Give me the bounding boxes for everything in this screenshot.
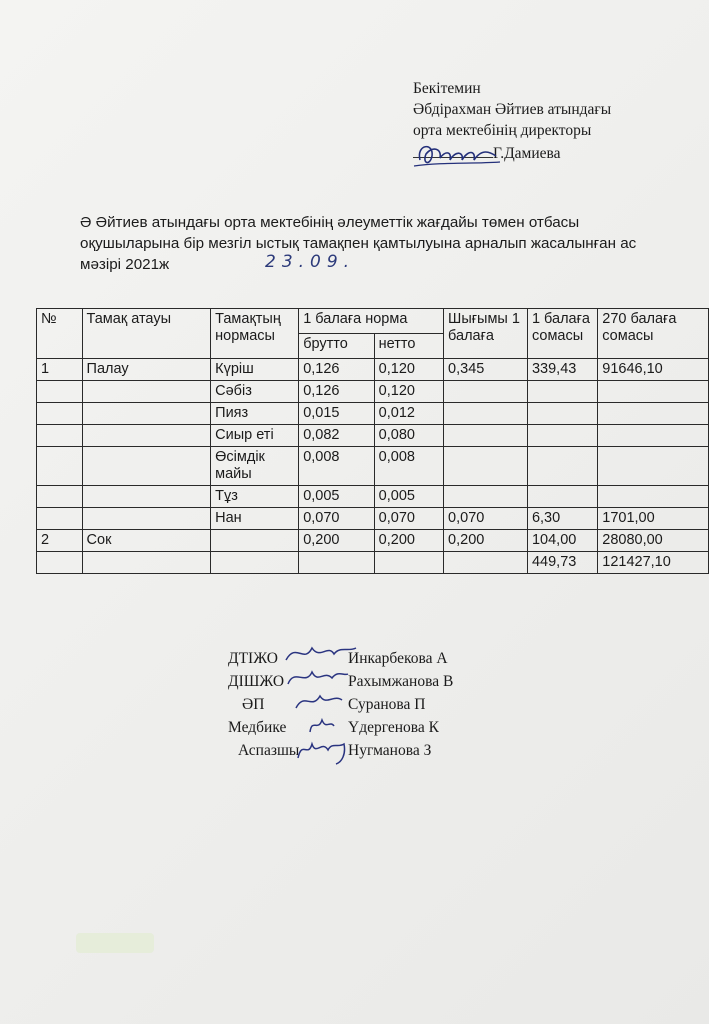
heading-line-1: Ә Әйтиев атындағы орта мектебінің әлеуметтік жағдайы төмен отбасы bbox=[80, 214, 580, 231]
table-cell-expense bbox=[444, 552, 528, 574]
table-row bbox=[37, 381, 709, 403]
signature-name: Суранова П bbox=[348, 696, 426, 713]
table-body bbox=[37, 359, 709, 574]
director-name: Г.Дамиева bbox=[493, 145, 561, 162]
table-cell-sum1 bbox=[527, 486, 597, 508]
header-per-child-norm: 1 балаға норма bbox=[299, 309, 444, 334]
table-row bbox=[37, 530, 709, 552]
signature-role: ӘП bbox=[242, 696, 265, 713]
header-netto: нетто bbox=[374, 334, 443, 359]
table-cell-expense bbox=[444, 486, 528, 508]
handwritten-date: 23.09. bbox=[265, 252, 356, 272]
header-dish: Тамақ атауы bbox=[82, 309, 211, 359]
table-cell-sum270 bbox=[598, 381, 709, 403]
table-cell-sum270: 1701,00 bbox=[598, 508, 709, 530]
table-cell-sum1: 339,43 bbox=[527, 359, 597, 381]
table-cell-sum1 bbox=[527, 425, 597, 447]
table-cell-expense: 0,345 bbox=[444, 359, 528, 381]
table-cell-no bbox=[37, 552, 83, 574]
signature-role: ДІШЖО bbox=[228, 673, 285, 690]
table-cell-no: 2 bbox=[37, 530, 83, 552]
document-heading bbox=[80, 212, 670, 275]
table-cell-expense: 0,070 bbox=[444, 508, 528, 530]
table-cell-expense bbox=[444, 381, 528, 403]
table-cell-no bbox=[37, 486, 83, 508]
signatures-block bbox=[228, 647, 453, 762]
table-cell-netto: 0,080 bbox=[374, 425, 443, 447]
table-cell-expense: 0,200 bbox=[444, 530, 528, 552]
table-cell-dish bbox=[82, 447, 211, 486]
table-cell-no bbox=[37, 447, 83, 486]
table-cell-item: Тұз bbox=[211, 486, 299, 508]
table-cell-brutto: 0,126 bbox=[299, 359, 374, 381]
table-cell-expense bbox=[444, 403, 528, 425]
faint-stamp bbox=[76, 933, 154, 953]
table-cell-sum1: 449,73 bbox=[527, 552, 597, 574]
header-norm: Тамақтың нормасы bbox=[211, 309, 299, 359]
table-cell-dish: Палау bbox=[82, 359, 211, 381]
signature-name: Нугманова З bbox=[348, 742, 432, 759]
menu-table bbox=[36, 308, 709, 574]
table-cell-sum1 bbox=[527, 447, 597, 486]
table-cell-sum270: 121427,10 bbox=[598, 552, 709, 574]
signature-name: Рахымжанова В bbox=[348, 673, 454, 690]
table-cell-netto: 0,200 bbox=[374, 530, 443, 552]
table-cell-item bbox=[211, 530, 299, 552]
table-cell-netto: 0,070 bbox=[374, 508, 443, 530]
table-cell-netto: 0,120 bbox=[374, 359, 443, 381]
table-row bbox=[37, 425, 709, 447]
table-cell-dish: Сок bbox=[82, 530, 211, 552]
table-cell-expense bbox=[444, 447, 528, 486]
header-total-sum: 270 балаға сомасы bbox=[598, 309, 709, 359]
table-cell-brutto: 0,082 bbox=[299, 425, 374, 447]
table-cell-brutto: 0,126 bbox=[299, 381, 374, 403]
table-cell-item: Сиыр еті bbox=[211, 425, 299, 447]
director-signature bbox=[413, 141, 493, 158]
table-cell-netto: 0,005 bbox=[374, 486, 443, 508]
table-cell-dish bbox=[82, 508, 211, 530]
table-cell-sum270 bbox=[598, 486, 709, 508]
table-cell-netto bbox=[374, 552, 443, 574]
table-cell-sum1 bbox=[527, 381, 597, 403]
heading-line-3: мәзірі 2021ж bbox=[80, 256, 170, 273]
table-row bbox=[37, 403, 709, 425]
table-cell-no bbox=[37, 381, 83, 403]
table-cell-dish bbox=[82, 403, 211, 425]
table-cell-dish bbox=[82, 552, 211, 574]
signature-row bbox=[228, 716, 453, 739]
table-cell-item: Нан bbox=[211, 508, 299, 530]
table-cell-sum270 bbox=[598, 403, 709, 425]
table-cell-netto: 0,012 bbox=[374, 403, 443, 425]
header-brutto: брутто bbox=[299, 334, 374, 359]
header-no: № bbox=[37, 309, 83, 359]
table-row bbox=[37, 552, 709, 574]
table-cell-dish bbox=[82, 381, 211, 403]
approval-title: Бекітемин bbox=[413, 80, 481, 97]
signature-role: Медбике bbox=[228, 719, 287, 736]
signature-row bbox=[228, 739, 453, 762]
table-cell-sum1 bbox=[527, 403, 597, 425]
table-row bbox=[37, 359, 709, 381]
signature-role: ДТІЖО bbox=[228, 650, 278, 667]
table-cell-sum270: 28080,00 bbox=[598, 530, 709, 552]
table-cell-dish bbox=[82, 425, 211, 447]
table-cell-brutto: 0,005 bbox=[299, 486, 374, 508]
table-cell-item bbox=[211, 552, 299, 574]
table-cell-no bbox=[37, 403, 83, 425]
table-header-row bbox=[37, 309, 709, 334]
table-row bbox=[37, 508, 709, 530]
table-cell-sum270: 91646,10 bbox=[598, 359, 709, 381]
signature-name: Инкарбекова А bbox=[348, 650, 448, 667]
approval-school: Әбдірахман Әйтиев атындағы bbox=[413, 101, 612, 118]
table-cell-brutto: 0,200 bbox=[299, 530, 374, 552]
table-cell-dish bbox=[82, 486, 211, 508]
approval-block bbox=[413, 78, 611, 164]
table-cell-sum270 bbox=[598, 425, 709, 447]
header-expense: Шығымы 1 балаға bbox=[444, 309, 528, 359]
table-cell-item: Өсімдік майы bbox=[211, 447, 299, 486]
signature-row bbox=[228, 647, 453, 670]
table-cell-expense bbox=[444, 425, 528, 447]
approval-position: орта мектебінің директоры bbox=[413, 122, 592, 139]
table-cell-no bbox=[37, 508, 83, 530]
table-cell-brutto: 0,070 bbox=[299, 508, 374, 530]
signature-role: Аспазшы bbox=[238, 742, 300, 759]
heading-line-2: оқушыларына бір мезгіл ыстық тамақпен қамтылуына арналып жасалынған ас bbox=[80, 235, 637, 252]
signature-name: Үдергенова К bbox=[348, 719, 439, 736]
header-per-child-sum: 1 балаға сомасы bbox=[527, 309, 597, 359]
table-cell-brutto: 0,008 bbox=[299, 447, 374, 486]
table-cell-item: Сәбіз bbox=[211, 381, 299, 403]
table-cell-sum270 bbox=[598, 447, 709, 486]
table-cell-sum1: 6,30 bbox=[527, 508, 597, 530]
table-cell-no: 1 bbox=[37, 359, 83, 381]
table-cell-brutto: 0,015 bbox=[299, 403, 374, 425]
table-row bbox=[37, 447, 709, 486]
table-cell-netto: 0,120 bbox=[374, 381, 443, 403]
table-cell-netto: 0,008 bbox=[374, 447, 443, 486]
table-cell-no bbox=[37, 425, 83, 447]
table-cell-sum1: 104,00 bbox=[527, 530, 597, 552]
signature-row bbox=[228, 693, 453, 716]
table-row bbox=[37, 486, 709, 508]
table-cell-item: Күріш bbox=[211, 359, 299, 381]
signature-row bbox=[228, 670, 453, 693]
table-cell-item: Пияз bbox=[211, 403, 299, 425]
director-signature-line bbox=[413, 141, 611, 164]
table-cell-brutto bbox=[299, 552, 374, 574]
